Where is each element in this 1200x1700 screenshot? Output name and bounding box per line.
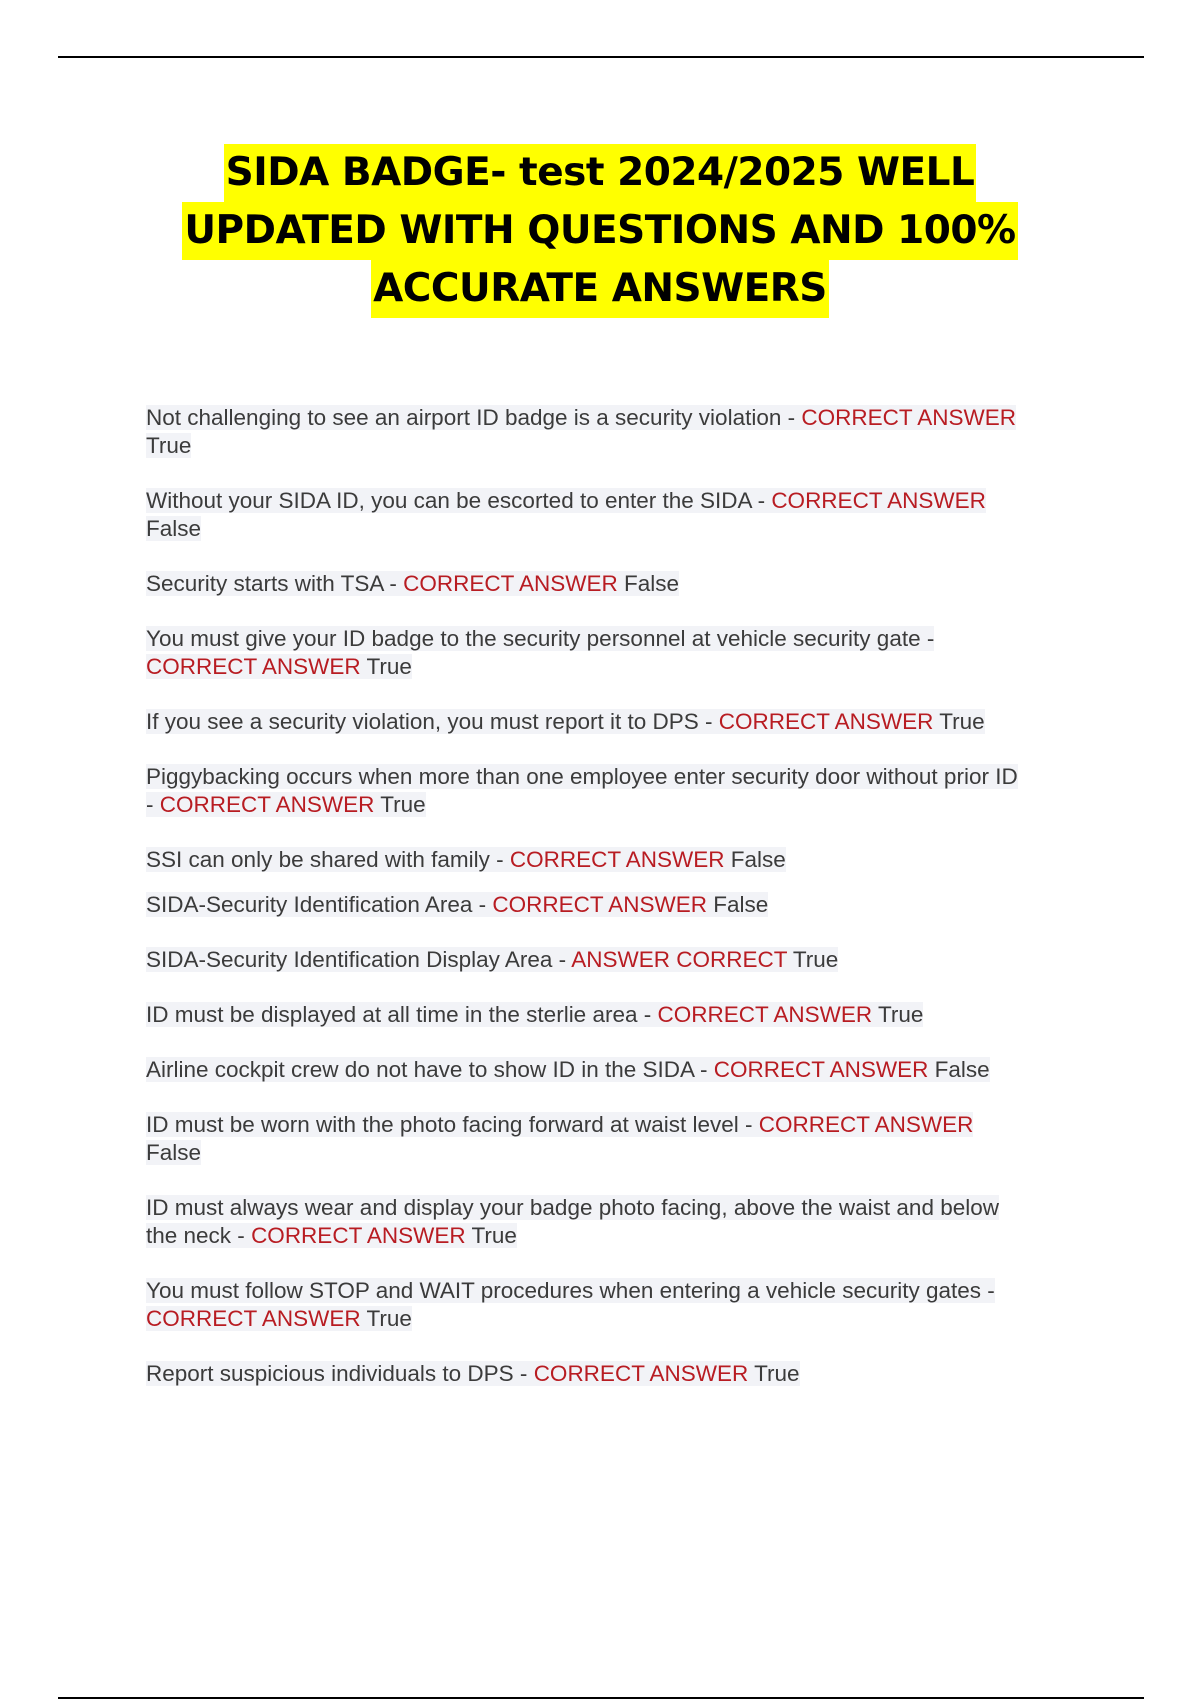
qa-item xyxy=(146,708,1092,736)
qa-question xyxy=(146,892,768,917)
qa-item xyxy=(146,1360,1092,1388)
answer-text: True xyxy=(787,947,839,972)
qa-question xyxy=(146,1361,800,1386)
answer-marker: ANSWER CORRECT xyxy=(571,947,788,972)
question-text: SSI can only be shared with family - xyxy=(146,847,510,872)
qa-question xyxy=(146,764,1018,817)
answer-marker: CORRECT ANSWER xyxy=(718,709,934,734)
qa-question xyxy=(146,709,985,734)
answer-text: False xyxy=(724,847,786,872)
answer-marker: CORRECT ANSWER xyxy=(146,654,361,679)
answer-text: True xyxy=(933,709,985,734)
answer-text: True xyxy=(872,1002,924,1027)
qa-item xyxy=(146,1194,1092,1250)
answer-text: False xyxy=(707,892,769,917)
answer-text: False xyxy=(928,1057,990,1082)
answer-marker: CORRECT ANSWER xyxy=(403,571,618,596)
answer-marker: CORRECT ANSWER xyxy=(251,1223,466,1248)
question-text: ID must always wear and display your badge photo facing, above the waist and below the neck - xyxy=(146,1195,1000,1248)
question-text: Airline cockpit crew do not have to show ID in the SIDA - xyxy=(146,1057,714,1082)
answer-text: False xyxy=(146,516,202,541)
answer-text: True xyxy=(465,1223,517,1248)
answer-text: True xyxy=(360,1306,412,1331)
top-rule xyxy=(58,56,1144,58)
question-text: Report suspicious individuals to DPS - xyxy=(146,1361,534,1386)
answer-marker: CORRECT ANSWER xyxy=(146,1306,361,1331)
answer-marker: CORRECT ANSWER xyxy=(533,1361,749,1386)
qa-item xyxy=(146,1056,1092,1084)
bottom-rule xyxy=(58,1697,1144,1699)
qa-question xyxy=(146,1002,923,1027)
answer-text: False xyxy=(617,571,680,596)
answer-text: True xyxy=(748,1361,800,1386)
answer-marker: CORRECT ANSWER xyxy=(758,1112,974,1137)
question-text: ID must be displayed at all time in the sterlie area - xyxy=(146,1002,658,1027)
answer-marker: CORRECT ANSWER xyxy=(159,792,375,817)
answer-marker: CORRECT ANSWER xyxy=(492,892,708,917)
answer-marker: CORRECT ANSWER xyxy=(657,1002,873,1027)
qa-question xyxy=(146,1057,990,1082)
question-text: You must follow STOP and WAIT procedures when entering a vehicle security gates - xyxy=(146,1278,995,1303)
answer-marker: CORRECT ANSWER xyxy=(771,488,986,513)
document-title xyxy=(60,144,1140,318)
qa-item xyxy=(146,891,1092,919)
qa-list xyxy=(146,404,1092,1415)
question-text: Without your SIDA ID, you can be escorted to enter the SIDA - xyxy=(146,488,772,513)
qa-item xyxy=(146,570,1092,598)
qa-question xyxy=(146,1112,973,1165)
qa-question xyxy=(146,947,838,972)
qa-item xyxy=(146,1111,1092,1167)
qa-question xyxy=(146,847,786,872)
qa-question xyxy=(146,571,679,596)
qa-question xyxy=(146,1195,999,1248)
qa-item xyxy=(146,1001,1092,1029)
qa-question xyxy=(146,626,934,679)
title-line: UPDATED WITH QUESTIONS AND 100% xyxy=(182,202,1017,260)
answer-marker: CORRECT ANSWER xyxy=(509,847,725,872)
qa-item xyxy=(146,625,1092,681)
question-text: If you see a security violation, you must report it to DPS - xyxy=(146,709,719,734)
answer-text: True xyxy=(146,433,192,458)
title-line: SIDA BADGE- test 2024/2025 WELL xyxy=(224,144,977,202)
question-text: Not challenging to see an airport ID badge is a security violation - xyxy=(146,405,802,430)
qa-item xyxy=(146,1277,1092,1333)
answer-marker: CORRECT ANSWER xyxy=(713,1057,929,1082)
question-text: ID must be worn with the photo facing forward at waist level - xyxy=(146,1112,759,1137)
qa-question xyxy=(146,405,1016,458)
qa-item xyxy=(146,487,1092,543)
answer-text: True xyxy=(374,792,426,817)
answer-text: True xyxy=(360,654,412,679)
qa-item xyxy=(146,846,1092,874)
question-text: Security starts with TSA - xyxy=(146,571,404,596)
answer-text: False xyxy=(146,1140,202,1165)
answer-marker: CORRECT ANSWER xyxy=(801,405,1016,430)
qa-item xyxy=(146,763,1092,819)
question-text: SIDA-Security Identification Area - xyxy=(146,892,493,917)
qa-item xyxy=(146,946,1092,974)
qa-question xyxy=(146,1278,995,1331)
qa-item xyxy=(146,404,1092,460)
question-text: You must give your ID badge to the security personnel at vehicle security gate - xyxy=(146,626,935,651)
title-line: ACCURATE ANSWERS xyxy=(371,260,829,318)
question-text: Piggybacking occurs when more than one employee enter security door without prior ID - xyxy=(146,764,1018,817)
qa-question xyxy=(146,488,986,541)
question-text: SIDA-Security Identification Display Area - xyxy=(146,947,572,972)
